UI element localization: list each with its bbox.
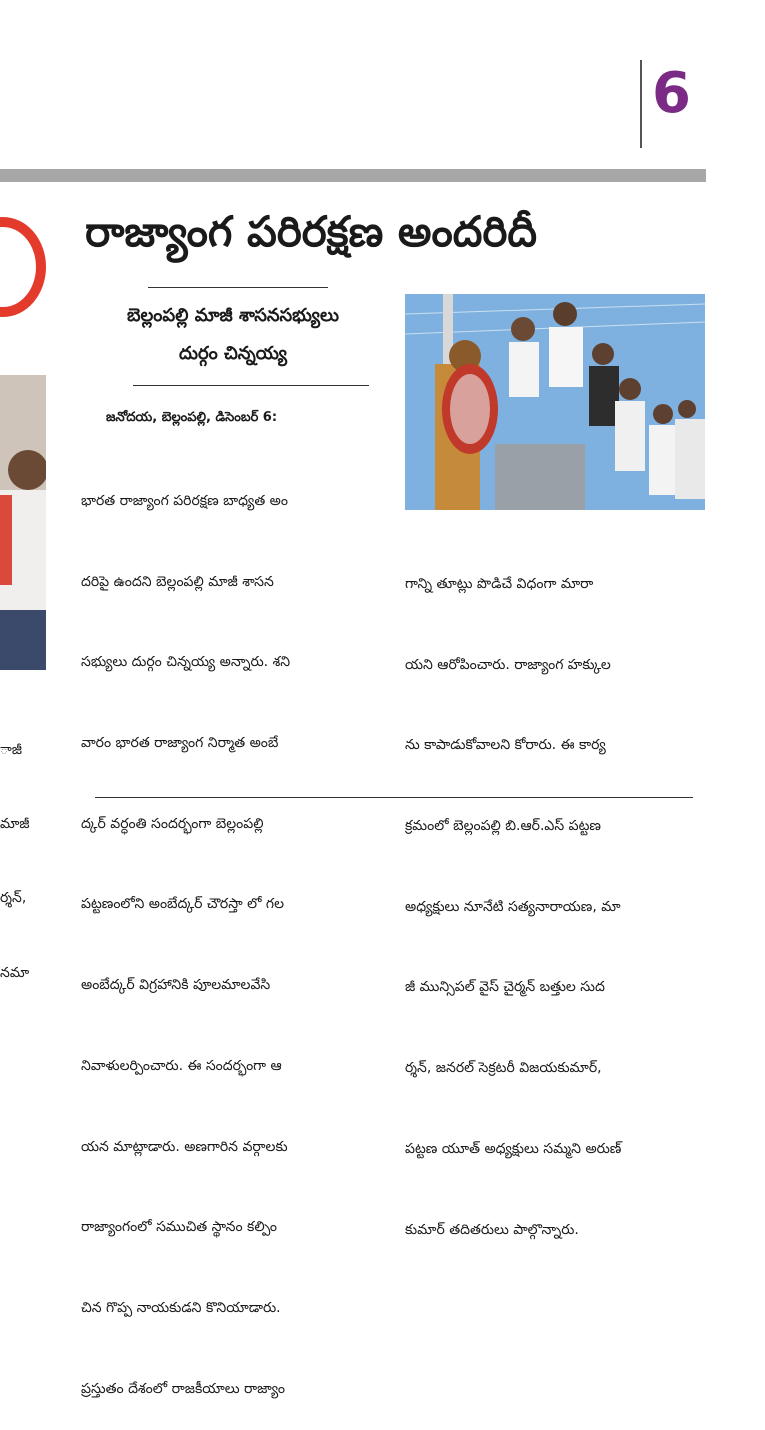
text-line: ర్శన్, జనరల్ సెక్రటరీ విజయకుమార్, <box>405 1060 602 1077</box>
text-line: ను కాపాడుకోవాలని కోరారు. ఈ కార్య <box>405 737 606 754</box>
page-divider <box>640 60 642 148</box>
text-line: ద్కర్ వర్ధంతి సందర్భంగా బెల్లంపల్లి <box>81 815 264 832</box>
text-line: దరిపై ఉందని బెల్లంపల్లి మాజీ శాసన <box>81 573 274 590</box>
dateline: జనోదయ, బెల్లంపల్లి, డిసెంబర్ 6: <box>106 410 278 425</box>
article-column-1 <box>81 434 381 1430</box>
text-line: పట్టణంలోని అంబేద్కర్ చౌరస్తా లో గల <box>81 896 285 913</box>
text-line: గాన్ని తూట్లు పొడిచే విధంగా మారా <box>405 575 594 592</box>
news-photo <box>405 294 705 510</box>
left-photo-fragment <box>0 375 46 670</box>
subhead-line-1: బెల్లంపల్లి మాజీ శాసనసభ్యులు <box>127 305 339 326</box>
text-line: రాజ్యాంగంలో సముచిత స్థానం కల్పిం <box>81 1219 278 1236</box>
photo-ambedkar-statue-icon <box>405 294 705 510</box>
text-line: క్రమంలో బెల్లంపల్లి బి.ఆర్.ఎస్ పట్టణ <box>405 817 601 834</box>
text-line: అధ్యక్షులు నూనేటి సత్యనారాయణ, మా <box>405 898 621 915</box>
subhead-line-2: దుర్గం చిన్నయ్య <box>179 343 287 364</box>
text-line: చిన గొప్ప నాయకుడని కొనియాడారు. <box>81 1300 281 1316</box>
left-column-fragment <box>0 688 50 1010</box>
text-line: యన మాట్లాడారు. అణగారిన వర్గాలకు <box>81 1138 288 1155</box>
text-line: నమా <box>0 964 30 981</box>
header-band <box>0 169 706 182</box>
text-line: జీ మున్సిపల్ వైస్ చైర్మన్ బత్తుల సుద <box>405 979 605 996</box>
text-line: భారత రాజ్యాంగ పరిరక్షణ బాధ్యత అం <box>81 492 288 509</box>
subhead-rule-top <box>148 287 328 288</box>
bottom-rule <box>95 797 693 798</box>
headline: రాజ్యాంగ పరిరక్షణ అందరిదీ <box>85 207 538 256</box>
text-line: సభ్యులు దుర్గం చిన్నయ్య అన్నారు. శని <box>81 654 291 671</box>
subhead-rule-bottom <box>133 385 369 386</box>
text-line: కుమార్ తదితరులు పాల్గొన్నారు. <box>405 1221 579 1238</box>
text-line: ప్రస్తుతం దేశంలో రాజకీయాలు రాజ్యాం <box>81 1380 285 1397</box>
text-line: ాజీ <box>0 741 22 758</box>
subhead <box>80 297 386 373</box>
text-line: యని ఆరోపించారు. రాజ్యాంగ హక్కుల <box>405 656 611 673</box>
text-line: నివాళులర్పించారు. ఈ సందర్భంగా ఆ <box>81 1057 282 1074</box>
text-line: ర్శన్, <box>0 890 27 907</box>
text-line: అంబేద్కర్ విగ్రహానికి పూలమాలవేసి <box>81 977 271 994</box>
text-line: వారం భారత రాజ్యాంగ నిర్మాత అంబే <box>81 734 279 751</box>
text-line: మాజీ <box>0 815 30 832</box>
page-number: 6 <box>652 61 691 126</box>
logo-fragment-icon <box>0 217 46 317</box>
article-column-2 <box>405 517 705 1270</box>
text-line: పట్టణ యూత్ అధ్యక్షులు సమ్మని అరుణ్ <box>405 1140 622 1157</box>
photo-person-icon <box>0 375 46 670</box>
